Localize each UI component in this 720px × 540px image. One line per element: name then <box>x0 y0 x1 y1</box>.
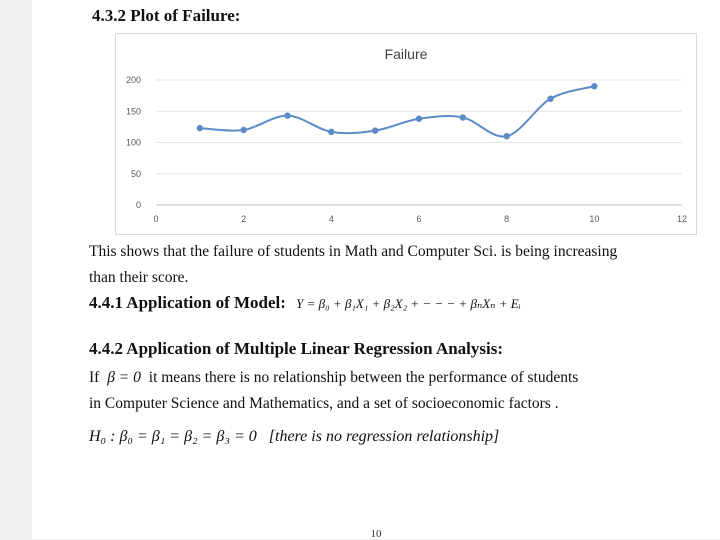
y-tick-label: 100 <box>125 137 141 148</box>
x-tick-label: 4 <box>328 214 334 224</box>
data-point <box>503 133 509 139</box>
paragraph-line: than their score. <box>89 269 189 286</box>
y-tick-label: 0 <box>135 200 141 210</box>
hypothesis-note: [there is no regression relationship] <box>268 428 500 445</box>
chart-gridlines <box>156 80 682 205</box>
data-point <box>416 116 422 122</box>
failure-chart <box>115 33 697 235</box>
paragraph-failure-explanation <box>89 239 617 291</box>
paragraph-regression <box>89 365 578 417</box>
if-word: If <box>89 369 100 386</box>
paragraph-text: it means there is no relationship between the performance of students <box>148 369 579 386</box>
section-heading-4-3-2: 4.3.2 Plot of Failure: <box>92 6 241 25</box>
chart-x-ticks <box>153 214 687 224</box>
data-point <box>591 83 597 89</box>
section-heading-4-4-2: 4.4.2 Application of Multiple Linear Regression Analysis: <box>89 339 504 358</box>
y-tick-label: 50 <box>130 168 141 179</box>
beta-equation: β = 0 <box>107 369 141 386</box>
x-tick-label: 12 <box>676 214 688 224</box>
data-point <box>460 114 466 120</box>
section-heading-4-4-1 <box>89 293 521 313</box>
chart-y-ticks <box>126 75 141 210</box>
section-heading-text: 4.4.1 Application of Model: <box>89 293 286 312</box>
x-tick-label: 10 <box>589 214 600 224</box>
data-point <box>547 96 553 102</box>
paragraph-line: in Computer Science and Mathematics, and a set of socioeconomic factors . <box>89 395 559 412</box>
hypothesis-line <box>89 424 499 450</box>
y-tick-label: 150 <box>125 106 141 117</box>
page-number: 10 <box>370 528 382 540</box>
x-tick-label: 8 <box>504 214 510 224</box>
data-point <box>197 125 203 131</box>
x-tick-label: 6 <box>416 214 422 224</box>
null-hypothesis-equation: H₀ : β₀ = β₁ = β₂ = β₃ = 0 <box>89 428 257 445</box>
paragraph-line <box>89 365 578 391</box>
paragraph-line: This shows that the failure of students in Math and Computer Sci. is being increasing <box>89 243 618 260</box>
document-page <box>32 0 720 539</box>
x-tick-label: 0 <box>153 214 159 224</box>
data-point <box>240 127 246 133</box>
failure-chart-svg <box>116 34 696 234</box>
data-point <box>284 112 290 118</box>
y-tick-label: 200 <box>125 75 141 85</box>
model-equation: Y = β₀ + β₁X₁ + β₂X₂ + − − − + βₙXₙ + Eᵢ <box>296 296 521 311</box>
chart-title: Failure <box>384 46 428 62</box>
x-tick-label: 2 <box>241 214 247 224</box>
data-point <box>372 127 378 133</box>
data-point <box>328 129 334 135</box>
